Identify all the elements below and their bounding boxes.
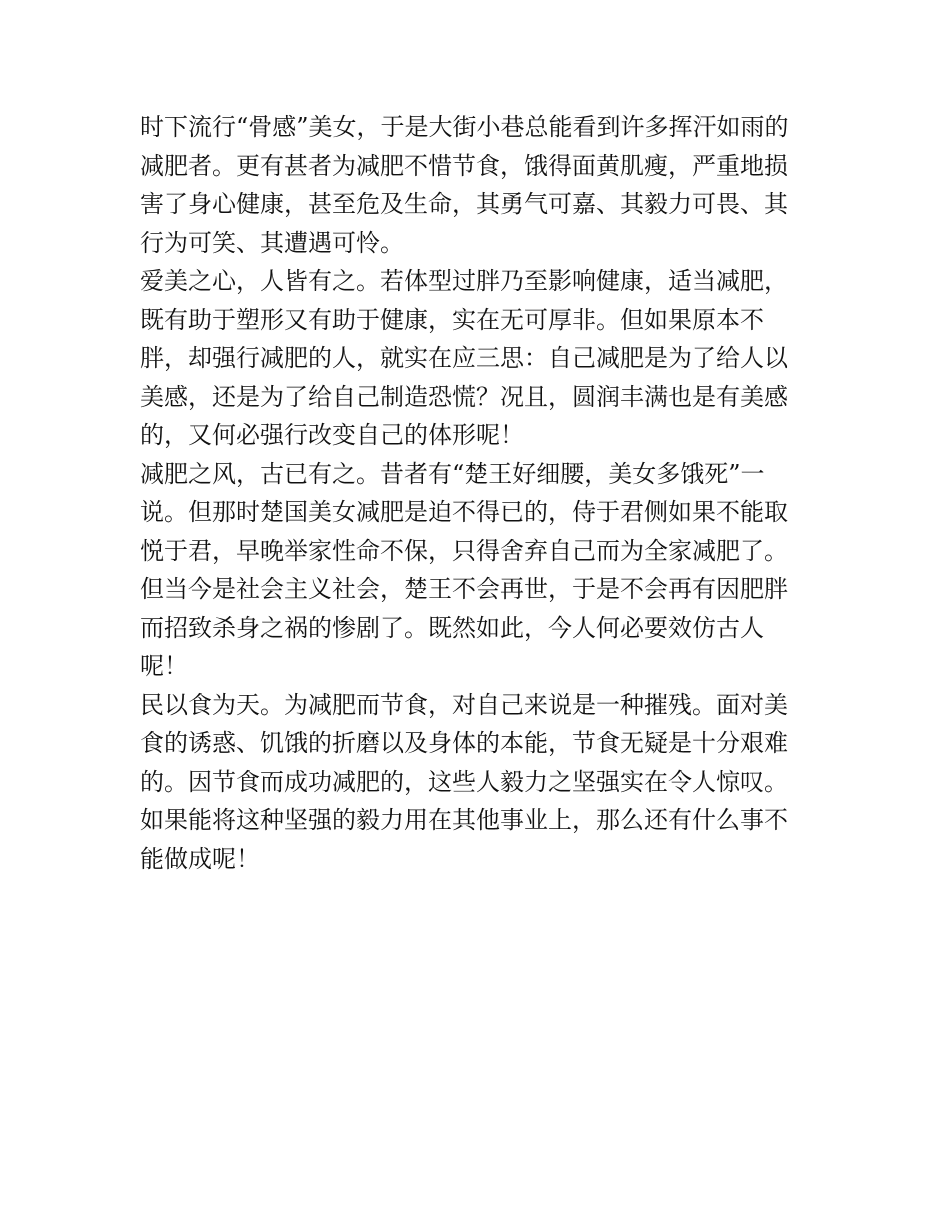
text-line: 既有助于塑形又有助于健康，实在无可厚非。但如果原本不 (140, 305, 764, 334)
text-line: 食的诱惑、饥饿的折磨以及身体的本能，节食无疑是十分艰难 (140, 729, 788, 757)
text-line: 美感，还是为了给自己制造恐慌？况且，圆润丰满也是有美感 (140, 382, 788, 411)
text-line: 民以食为天。为减肥而节食，对自己来说是一种摧残。面对美 (140, 690, 788, 719)
paragraph-3 (140, 455, 820, 686)
text-line: 如果能将这种坚强的毅力用在其他事业上，那么还有什么事不 (140, 806, 788, 834)
paragraph-1 (140, 108, 820, 262)
text-line: 说。但那时楚国美女减肥是迫不得已的，侍于君侧如果不能取 (140, 498, 788, 526)
text-line: 悦于君，早晚举家性命不保，只得舍弃自己而为全家减肥了。 (140, 536, 788, 565)
text-line: 能做成呢！ (140, 844, 260, 873)
text-line: 呢！ (140, 652, 188, 680)
text-line: 的，又何必强行改变自己的体形呢！ (140, 421, 524, 449)
text-line: 害了身心健康，甚至危及生命，其勇气可嘉、其毅力可畏、其 (140, 190, 788, 218)
text-line: 减肥者。更有甚者为减肥不惜节食，饿得面黄肌瘦，严重地损 (140, 151, 788, 180)
text-line: 爱美之心，人皆有之。若体型过胖乃至影响健康，适当减肥， (140, 267, 788, 295)
text-line: 时下流行“骨感”美女，于是大街小巷总能看到许多挥汗如雨的 (140, 113, 789, 141)
text-line: 减肥之风，古已有之。昔者有“楚王好细腰，美女多饿死”一 (140, 459, 765, 488)
text-line: 胖，却强行减肥的人，就实在应三思：自己减肥是为了给人以 (140, 344, 788, 372)
document-body (140, 108, 820, 878)
text-line: 的。因节食而成功减肥的，这些人毅力之坚强实在令人惊叹。 (140, 767, 788, 796)
text-line: 而招致杀身之祸的惨剧了。既然如此，今人何必要效仿古人 (140, 613, 764, 642)
text-line: 但当今是社会主义社会，楚王不会再世，于是不会再有因肥胖 (140, 575, 788, 603)
paragraph-2 (140, 262, 820, 455)
text-line: 行为可笑、其遭遇可怜。 (140, 228, 404, 257)
paragraph-4 (140, 686, 820, 879)
